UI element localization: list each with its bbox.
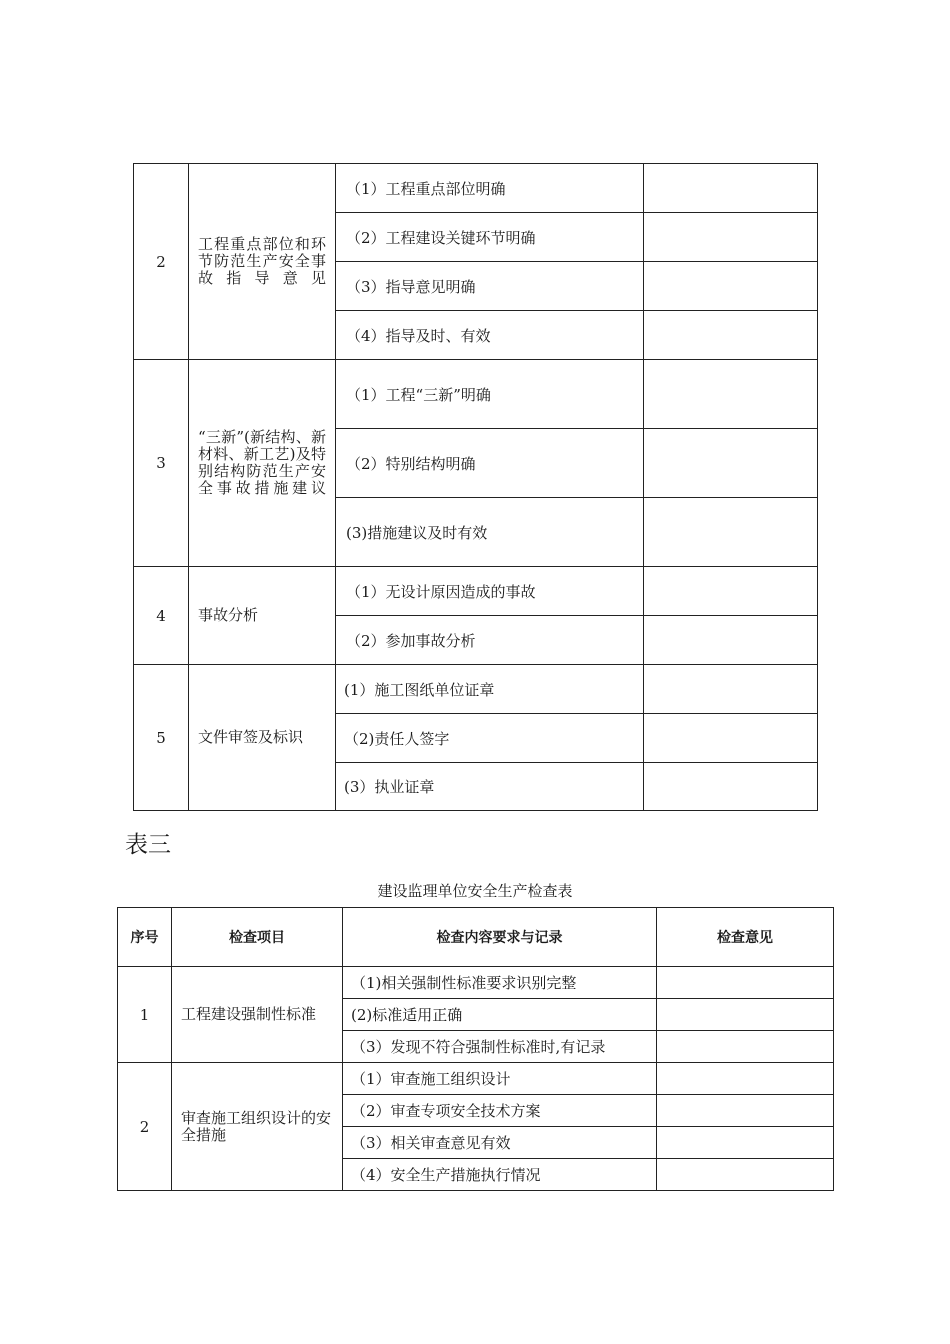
row-number: 3 bbox=[134, 360, 189, 567]
check-content: （4）指导及时、有效 bbox=[336, 311, 644, 360]
check-opinion-cell[interactable] bbox=[657, 1095, 834, 1127]
check-item: 工程重点部位和环节防范生产安全事故指导意见 bbox=[189, 164, 336, 360]
check-item: 文件审签及标识 bbox=[189, 665, 336, 811]
check-opinion-cell[interactable] bbox=[657, 1063, 834, 1095]
table-row bbox=[134, 164, 818, 213]
check-opinion-cell[interactable] bbox=[644, 429, 818, 498]
check-content: （3）发现不符合强制性标准时,有记录 bbox=[343, 1031, 657, 1063]
check-content: （1）无设计原因造成的事故 bbox=[336, 567, 644, 616]
header-check-item: 检查项目 bbox=[172, 908, 343, 967]
check-opinion-cell[interactable] bbox=[644, 164, 818, 213]
check-content: （1）工程“三新”明确 bbox=[336, 360, 644, 429]
check-opinion-cell[interactable] bbox=[644, 262, 818, 311]
check-opinion-cell[interactable] bbox=[644, 213, 818, 262]
table-row bbox=[118, 1063, 834, 1095]
supervision-safety-table bbox=[117, 907, 834, 1191]
header-serial: 序号 bbox=[118, 908, 172, 967]
design-safety-table bbox=[133, 163, 818, 811]
table-row bbox=[134, 360, 818, 429]
check-content: (1）施工图纸单位证章 bbox=[336, 665, 644, 714]
check-content: （2）审查专项安全技术方案 bbox=[343, 1095, 657, 1127]
check-content: （2）工程建设关键环节明确 bbox=[336, 213, 644, 262]
check-opinion-cell[interactable] bbox=[657, 967, 834, 999]
check-opinion-cell[interactable] bbox=[644, 311, 818, 360]
row-number: 1 bbox=[118, 967, 172, 1063]
check-opinion-cell[interactable] bbox=[644, 616, 818, 665]
check-opinion-cell[interactable] bbox=[644, 360, 818, 429]
table-row bbox=[134, 665, 818, 714]
check-content: （2）特别结构明确 bbox=[336, 429, 644, 498]
check-content: （2）参加事故分析 bbox=[336, 616, 644, 665]
row-number: 2 bbox=[134, 164, 189, 360]
check-item: 事故分析 bbox=[189, 567, 336, 665]
table-row bbox=[134, 567, 818, 616]
check-content: （2)责任人签字 bbox=[336, 714, 644, 763]
table-row bbox=[118, 967, 834, 999]
check-item: 工程建设强制性标准 bbox=[172, 967, 343, 1063]
header-check-opinion: 检查意见 bbox=[657, 908, 834, 967]
check-opinion-cell[interactable] bbox=[657, 1159, 834, 1191]
row-number: 4 bbox=[134, 567, 189, 665]
check-item: “三新”(新结构、新材料、新工艺)及特别结构防范生产安全事故措施建议 bbox=[189, 360, 336, 567]
check-content: （3）指导意见明确 bbox=[336, 262, 644, 311]
row-number: 2 bbox=[118, 1063, 172, 1191]
check-content: （4）安全生产措施执行情况 bbox=[343, 1159, 657, 1191]
check-item: 审查施工组织设计的安全措施 bbox=[172, 1063, 343, 1191]
row-number: 5 bbox=[134, 665, 189, 811]
check-content: (2)标准适用正确 bbox=[343, 999, 657, 1031]
table-header-row bbox=[118, 908, 834, 967]
check-content: （3）相关审查意见有效 bbox=[343, 1127, 657, 1159]
check-opinion-cell[interactable] bbox=[657, 1127, 834, 1159]
check-opinion-cell[interactable] bbox=[657, 1031, 834, 1063]
check-opinion-cell[interactable] bbox=[657, 999, 834, 1031]
check-opinion-cell[interactable] bbox=[644, 498, 818, 567]
section-heading: 表三 bbox=[125, 832, 171, 858]
check-content: （1）工程重点部位明确 bbox=[336, 164, 644, 213]
check-opinion-cell[interactable] bbox=[644, 714, 818, 763]
check-content: (3)措施建议及时有效 bbox=[336, 498, 644, 567]
check-content: （1)相关强制性标准要求识别完整 bbox=[343, 967, 657, 999]
check-opinion-cell[interactable] bbox=[644, 567, 818, 616]
check-content: (3）执业证章 bbox=[336, 763, 644, 811]
check-opinion-cell[interactable] bbox=[644, 763, 818, 811]
check-opinion-cell[interactable] bbox=[644, 665, 818, 714]
header-check-content: 检查内容要求与记录 bbox=[343, 908, 657, 967]
table-title: 建设监理单位安全生产检查表 bbox=[377, 882, 573, 900]
check-content: （1）审查施工组织设计 bbox=[343, 1063, 657, 1095]
